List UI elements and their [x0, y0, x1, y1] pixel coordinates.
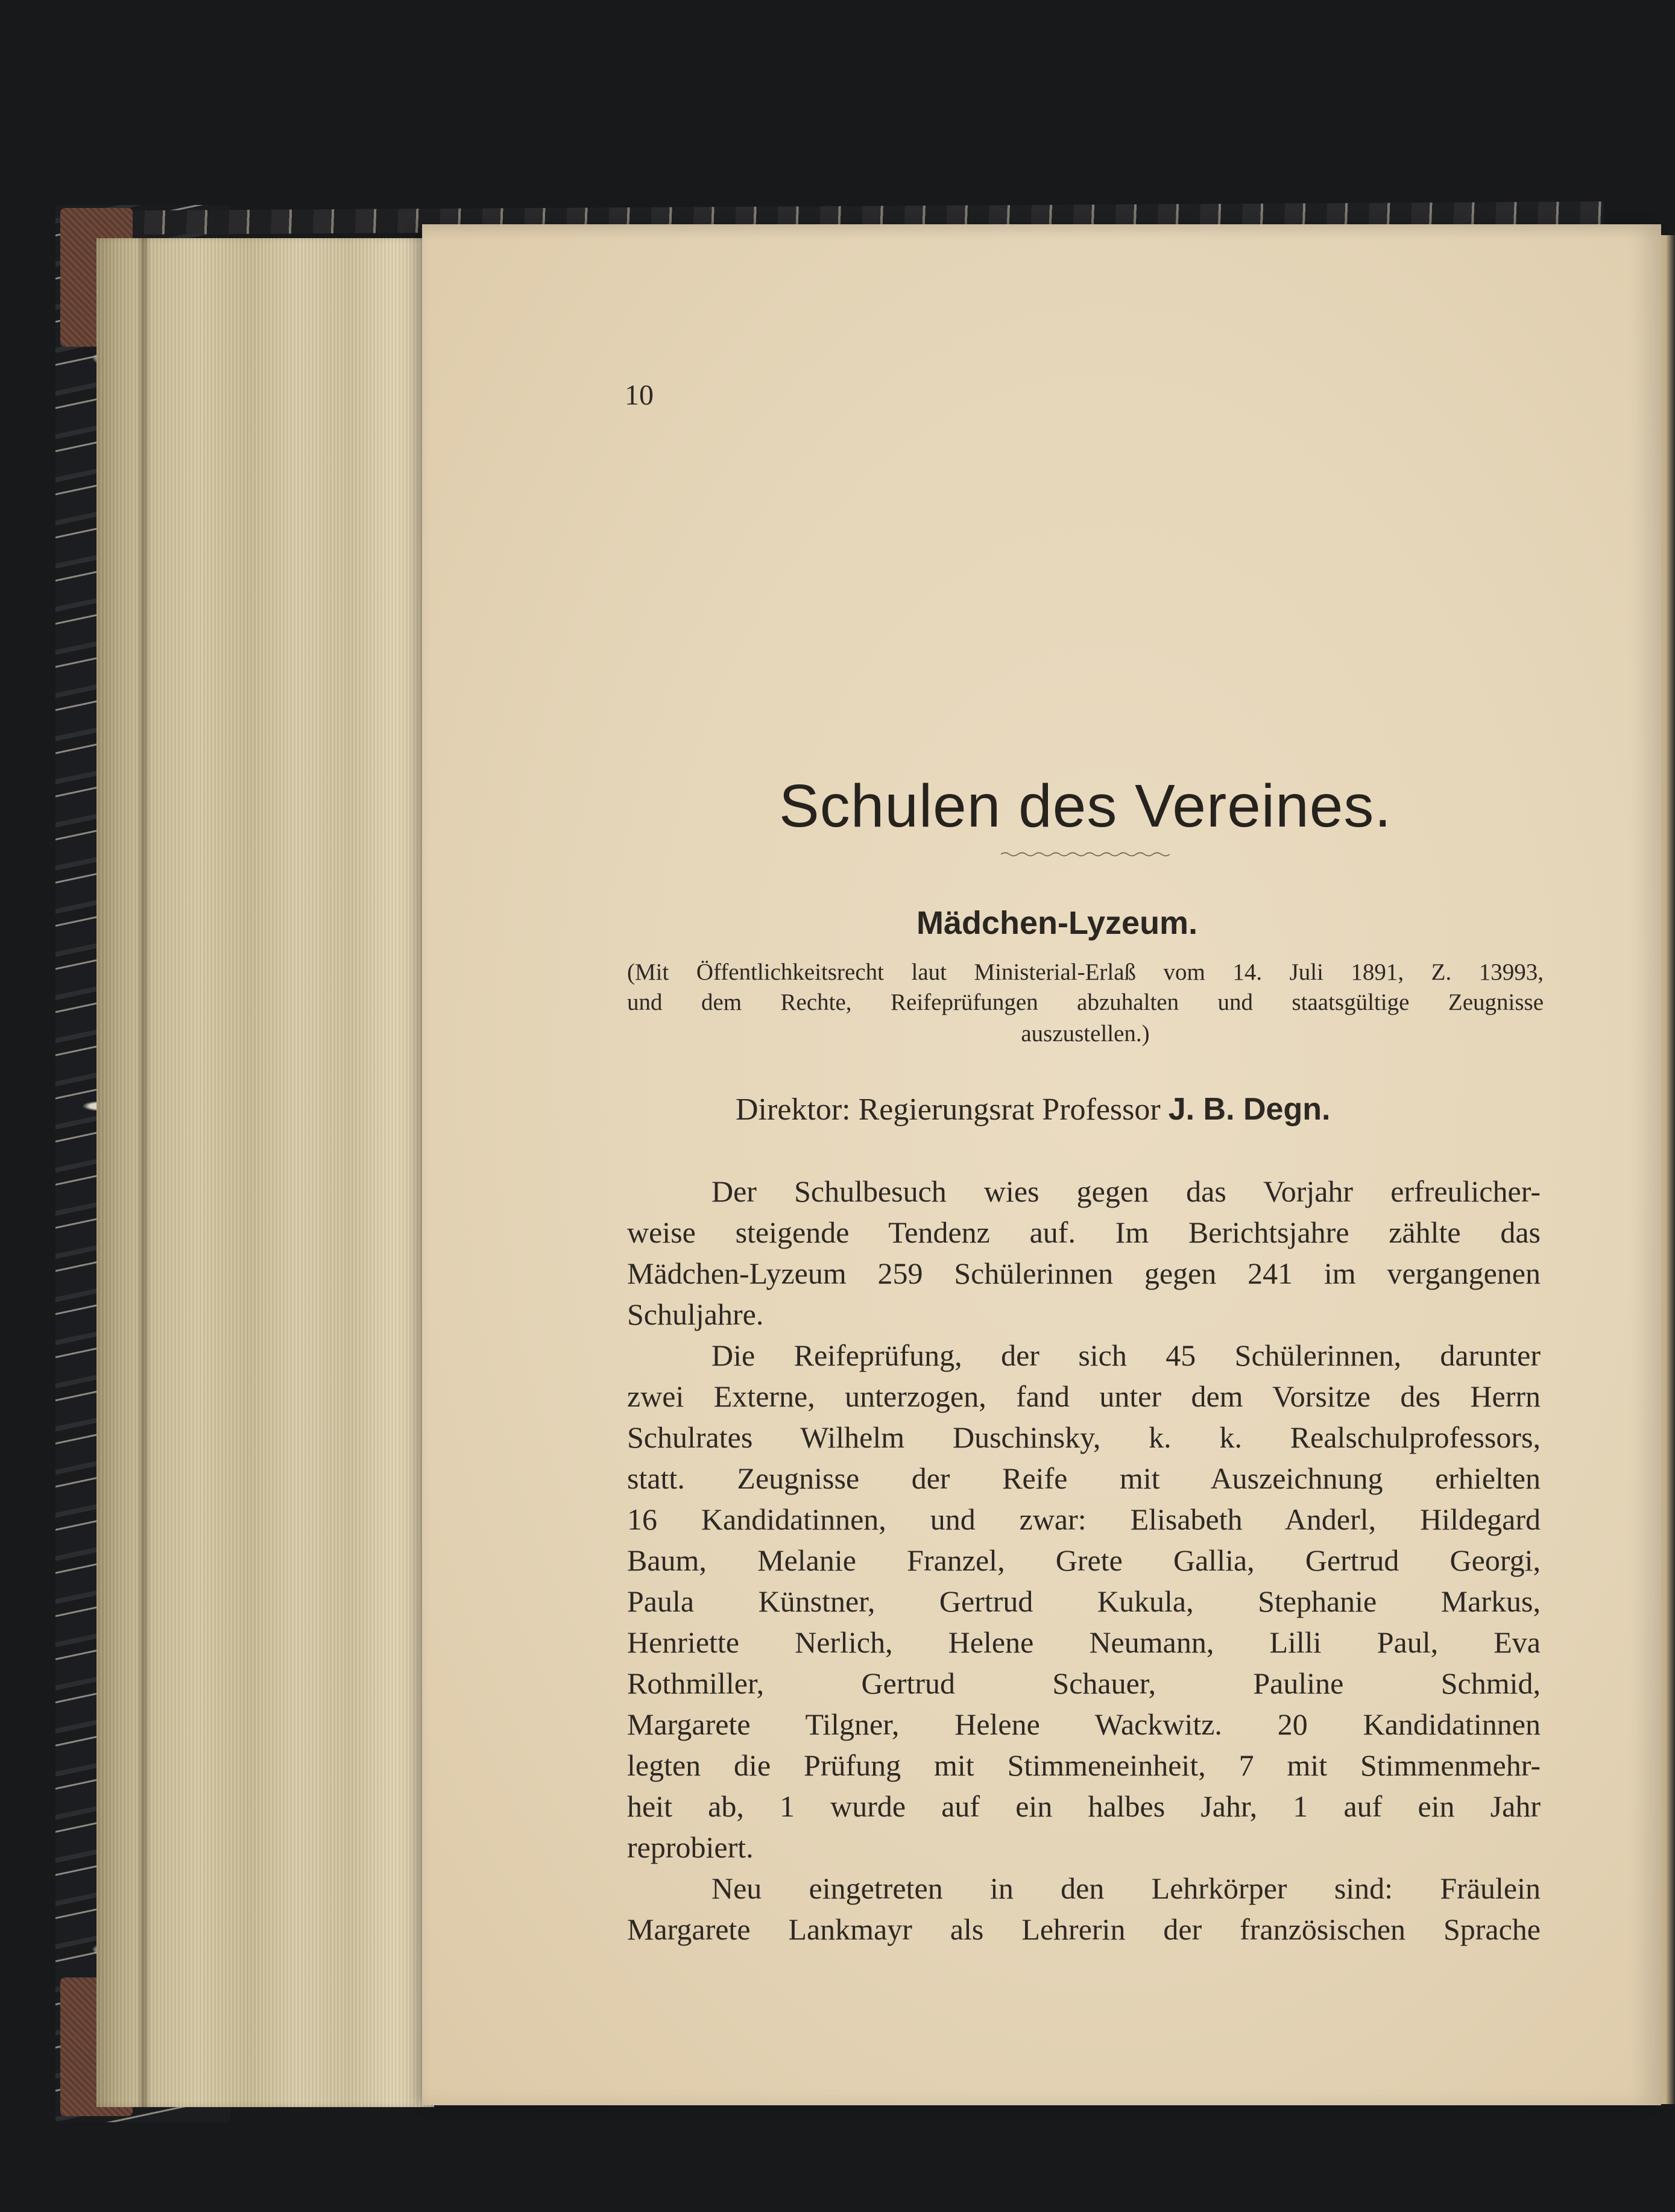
body-line: Rothmiller, Gertrud Schauer, Pauline Schmid, — [627, 1666, 1541, 1700]
page-title: Schulen des Vereines. — [779, 772, 1392, 840]
body-line: 16 Kandidatinnen, und zwar: Elisabeth Anderl, Hildegard — [627, 1502, 1541, 1536]
body-line: Der Schulbesuch wies gegen das Vorjahr erfreulicher- — [711, 1174, 1541, 1208]
note-line-1: (Mit Öffentlichkeitsrecht laut Ministerial-Erlaß vom 14. Juli 1891, Z. 13993, — [627, 959, 1544, 985]
body-line: heit ab, 1 wurde auf ein halbes Jahr, 1 auf ein Jahr — [627, 1789, 1541, 1823]
body-line: zwei Externe, unterzogen, fand unter dem Vorsitze des Herrn — [627, 1379, 1541, 1413]
body-line: Schulrates Wilhelm Duschinsky, k. k. Realschulprofessors, — [627, 1420, 1541, 1454]
body-line: Mädchen-Lyzeum 259 Schülerinnen gegen 241 im vergangenen — [627, 1256, 1541, 1290]
body-line: Die Reifeprüfung, der sich 45 Schülerinnen, darunter — [711, 1338, 1541, 1372]
body-line: legten die Prüfung mit Stimmeneinheit, 7 mit Stimmenmehr- — [627, 1748, 1541, 1782]
ornamental-rule — [1001, 851, 1170, 857]
page-block-fore-edge — [96, 238, 434, 2107]
page-number: 10 — [625, 379, 654, 411]
note-line-3: auszustellen.) — [1021, 1021, 1150, 1047]
section-heading: Mädchen-Lyzeum. — [916, 905, 1198, 941]
director-line — [736, 1091, 1330, 1127]
body-line: Margarete Lankmayr als Lehrerin der französischen Sprache — [627, 1912, 1541, 1946]
note-line-2: und dem Rechte, Reifeprüfungen abzuhalten und staatsgültige Zeugnisse — [627, 989, 1544, 1015]
body-line: statt. Zeugnisse der Reife mit Auszeichnung erhielten — [627, 1461, 1541, 1495]
body-line: Baum, Melanie Franzel, Grete Gallia, Gertrud Georgi, — [627, 1543, 1541, 1577]
director-name: J. B. Degn. — [1168, 1092, 1331, 1127]
body-line: weise steigende Tendenz auf. Im Berichtsjahre zählte das — [627, 1215, 1541, 1249]
body-line: Margarete Tilgner, Helene Wackwitz. 20 Kandidatinnen — [627, 1707, 1541, 1741]
body-line: Paula Künstner, Gertrud Kukula, Stephanie Markus, — [627, 1584, 1541, 1618]
body-line: reprobiert. — [627, 1830, 754, 1864]
body-line: Schuljahre. — [627, 1297, 764, 1331]
body-line: Henriette Nerlich, Helene Neumann, Lilli Paul, Eva — [627, 1625, 1541, 1659]
body-line: Neu eingetreten in den Lehrkörper sind: Fräulein — [711, 1871, 1541, 1905]
director-label: Direktor: Regierungsrat Professor — [736, 1092, 1161, 1127]
